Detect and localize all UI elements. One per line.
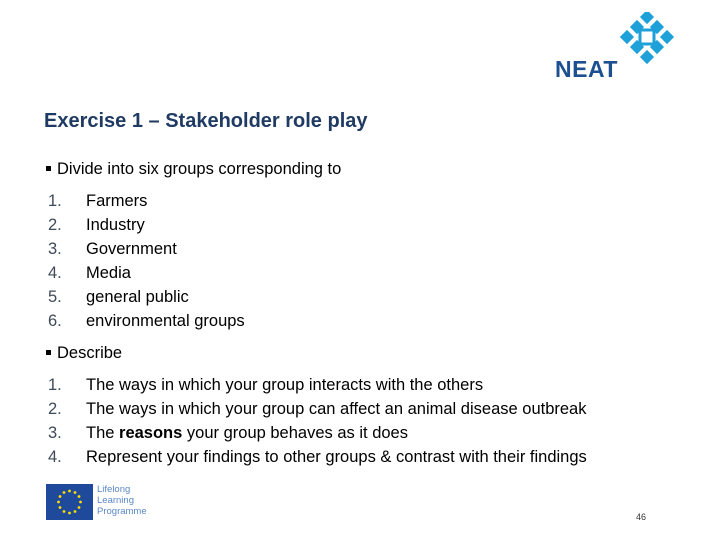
list-item: 4. Represent your findings to other groups & contrast with their findings bbox=[48, 448, 587, 466]
page-number: 46 bbox=[636, 512, 647, 522]
neat-logo-mark-icon bbox=[620, 12, 678, 70]
programme-text: Lifelong Learning Programme bbox=[97, 484, 147, 517]
list-item: 2. The ways in which your group can affect an animal disease outbreak bbox=[48, 400, 587, 418]
slide-title: Exercise 1 – Stakeholder role play bbox=[44, 110, 368, 132]
logo-text: NEAT bbox=[555, 56, 618, 82]
bullet-divide-text: Divide into six groups corresponding to bbox=[57, 160, 342, 178]
list-item: 6. environmental groups bbox=[48, 312, 245, 330]
list-item: 5. general public bbox=[48, 288, 189, 306]
list-item: 3. The reasons your group behaves as it does bbox=[48, 424, 408, 442]
list-item: 1. Farmers bbox=[48, 192, 148, 210]
bullet-describe bbox=[46, 344, 122, 363]
list-item: 1. The ways in which your group interacts with the others bbox=[48, 376, 484, 394]
list-item: 4. Media bbox=[48, 264, 131, 282]
bullet-describe-text: Describe bbox=[57, 344, 123, 362]
bullet-square-icon bbox=[46, 166, 51, 171]
bullet-divide bbox=[46, 160, 341, 179]
bullet-square-icon bbox=[46, 350, 51, 355]
neat-logo bbox=[555, 12, 680, 84]
lifelong-learning-logo bbox=[46, 484, 164, 522]
list-item: 2. Industry bbox=[48, 216, 145, 234]
groups-list bbox=[48, 189, 245, 333]
eu-flag-icon bbox=[46, 484, 93, 520]
describe-list bbox=[48, 373, 587, 469]
list-item: 3. Government bbox=[48, 240, 177, 258]
